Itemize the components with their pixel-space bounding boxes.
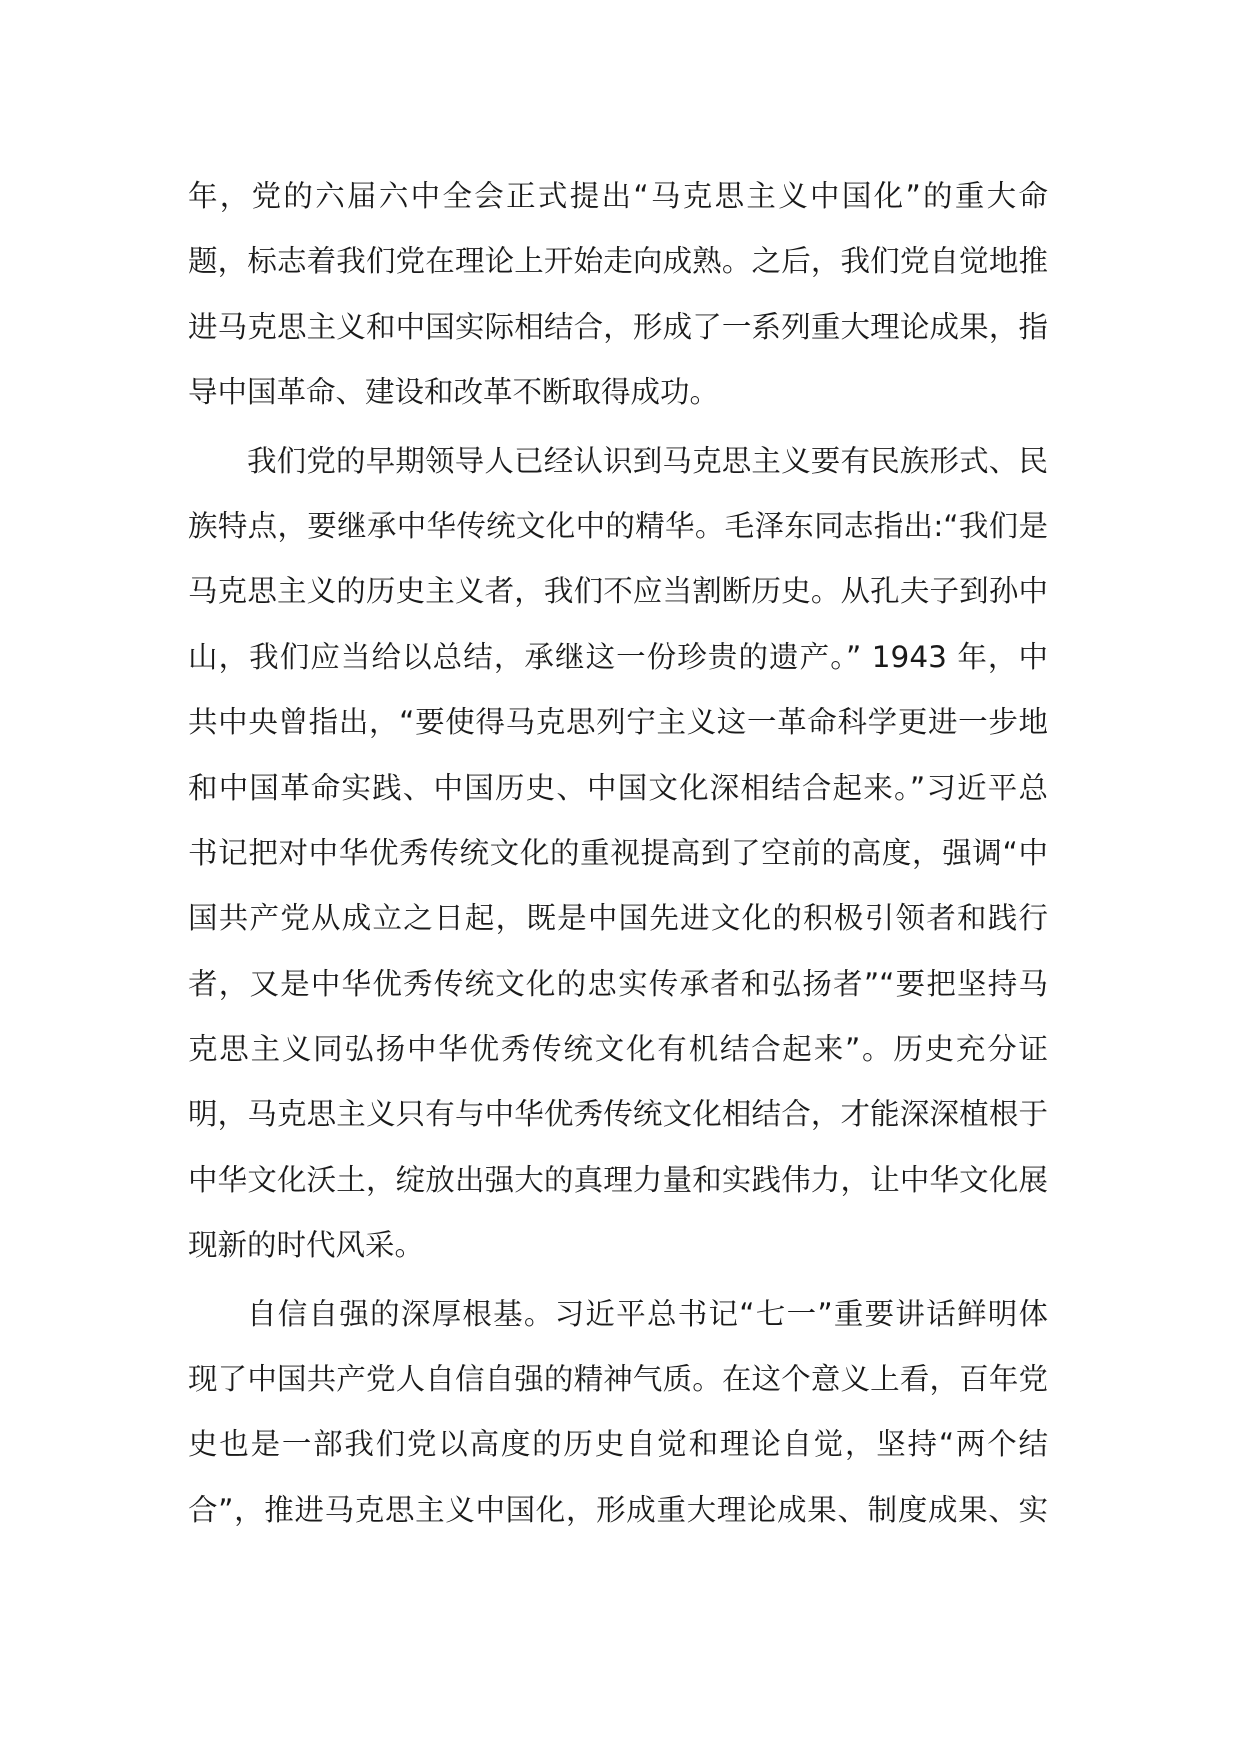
text-line: 族特点，要继承中华传统文化中的精华。毛泽东同志指出:“我们是 [188,508,1048,543]
text-line: 明，马克思主义只有与中华优秀传统文化相结合，才能深深植根于 [188,1097,1048,1132]
paragraph-2 [188,429,1048,1279]
text-line: 年，党的六届六中全会正式提出“马克思主义中国化”的重大命 [188,179,1048,213]
text-line: 书记把对中华优秀传统文化的重视提高到了空前的高度，强调“中 [188,835,1048,870]
text-line: 自信自强的深厚根基。习近平总书记“七一”重要讲话鲜明体 [247,1296,1048,1331]
text-line: 史也是一部我们党以高度的历史自觉和理论自觉，坚持“两个结 [188,1427,1048,1462]
text-line: 题，标志着我们党在理论上开始走向成熟。之后，我们党自觉地推 [188,244,1048,279]
text-line: 山，我们应当给以总结，承继这一份珍贵的遗产。” 1943 年，中 [188,639,1048,674]
text-line: 马克思主义的历史主义者，我们不应当割断历史。从孔夫子到孙中 [188,574,1048,609]
text-line: 共中央曾指出，“要使得马克思列宁主义这一革命科学更进一步地 [188,705,1048,740]
paragraph-1 [188,164,1048,426]
text-line: 中华文化沃土，绽放出强大的真理力量和实践伟力，让中华文化展 [188,1162,1048,1197]
paragraph-3 [188,1282,1048,1544]
text-line: 现新的时代风采。 [188,1228,425,1263]
text-line: 克思主义同弘扬中华优秀传统文化有机结合起来”。历史充分证 [188,1032,1048,1067]
text-line: 现了中国共产党人自信自强的精神气质。在这个意义上看，百年党 [188,1362,1048,1397]
text-line: 者，又是中华优秀传统文化的忠实传承者和弘扬者”“要把坚持马 [188,966,1048,1001]
text-line: 进马克思主义和中国实际相结合，形成了一系列重大理论成果，指 [188,309,1048,344]
body-text [188,164,1048,1546]
text-line: 导中国革命、建设和改革不断取得成功。 [188,375,720,410]
text-line: 国共产党从成立之日起，既是中国先进文化的积极引领者和践行 [188,901,1048,936]
text-line: 和中国革命实践、中国历史、中国文化深相结合起来。”习近平总 [188,770,1048,805]
text-line: 我们党的早期领导人已经认识到马克思主义要有民族形式、民 [247,443,1048,478]
text-line: 合”，推进马克思主义中国化，形成重大理论成果、制度成果、实 [188,1492,1048,1527]
